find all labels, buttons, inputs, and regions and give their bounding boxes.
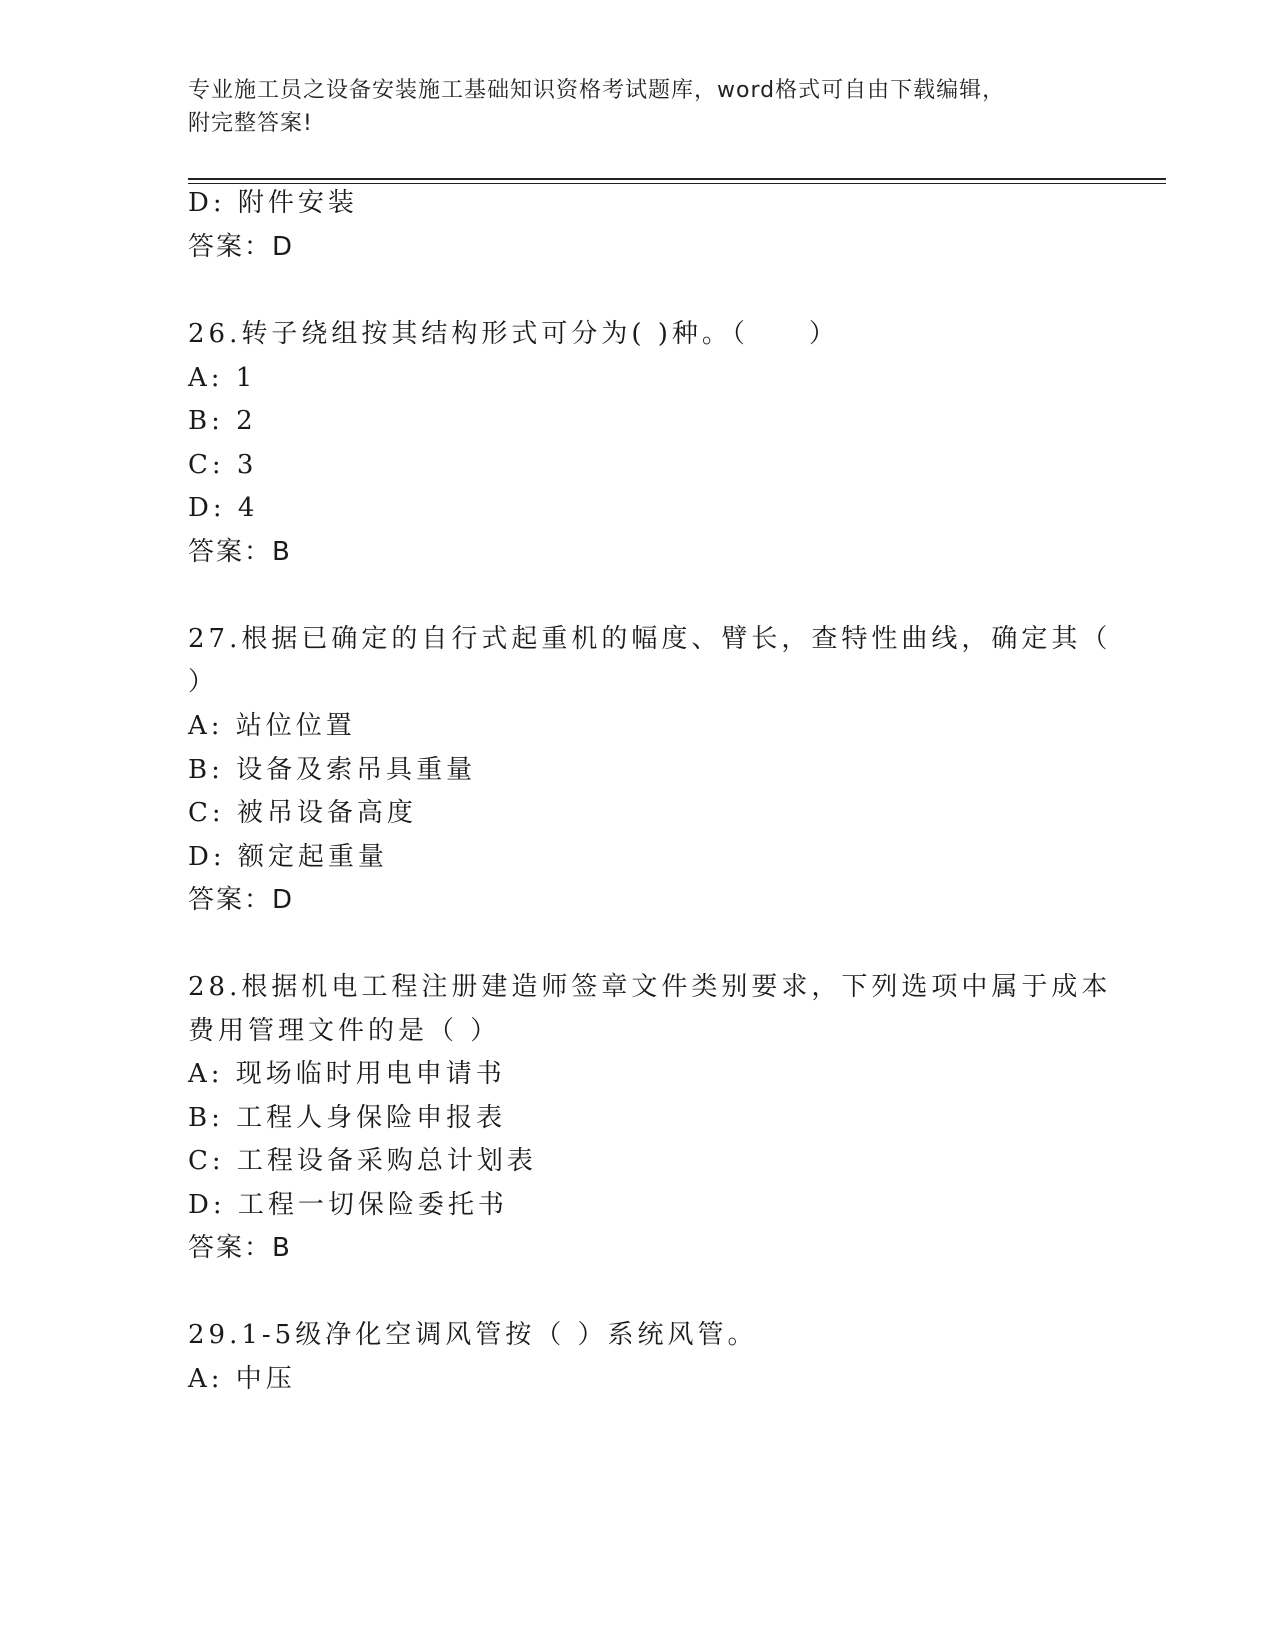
document-header [188,74,1088,140]
q27-stem-line-1: 27.根据已确定的自行式起重机的幅度、臂长，查特性曲线，确定其（ [188,624,1112,654]
header-line-2: 附完整答案! [188,111,313,136]
prev-option-d: D: 附件安装 [188,188,358,218]
q26-stem: 26.转子绕组按其结构形式可分为( )种。（ ） [188,319,839,349]
q26-option-c: C: 3 [188,450,258,480]
header-line-1: 专业施工员之设备安装施工基础知识资格考试题库，word格式可自由下载编辑， [188,78,1006,103]
q27-option-a: A: 站位位置 [188,711,356,741]
q27-answer: 答案：D [188,885,295,915]
q28-option-c: C: 工程设备采购总计划表 [188,1146,537,1176]
q27-option-d: D: 额定起重量 [188,842,388,872]
q28-stem-line-2: 费用管理文件的是（ ） [188,1016,501,1046]
q26-option-a: A: 1 [188,363,257,393]
q26-answer: 答案：B [188,537,292,567]
q26-option-b: B: 2 [188,406,257,436]
q28-option-d: D: 工程一切保险委托书 [188,1190,508,1220]
q28-answer: 答案：B [188,1233,292,1263]
q27-stem-line-2: ） [188,667,219,697]
q29-stem: 29.1-5级净化空调风管按（ ）系统风管。 [188,1320,758,1350]
q29-option-a: A: 中压 [188,1364,296,1394]
q26-option-d: D: 4 [188,493,259,523]
q28-option-a: A: 现场临时用电申请书 [188,1059,506,1089]
q28-stem-line-1: 28.根据机电工程注册建造师签章文件类别要求，下列选项中属于成本 [188,972,1112,1002]
header-rule-thick [188,178,1166,180]
prev-answer: 答案：D [188,232,295,262]
q28-option-b: B: 工程人身保险申报表 [188,1103,507,1133]
q27-option-c: C: 被吊设备高度 [188,798,417,828]
q27-option-b: B: 设备及索吊具重量 [188,755,477,785]
